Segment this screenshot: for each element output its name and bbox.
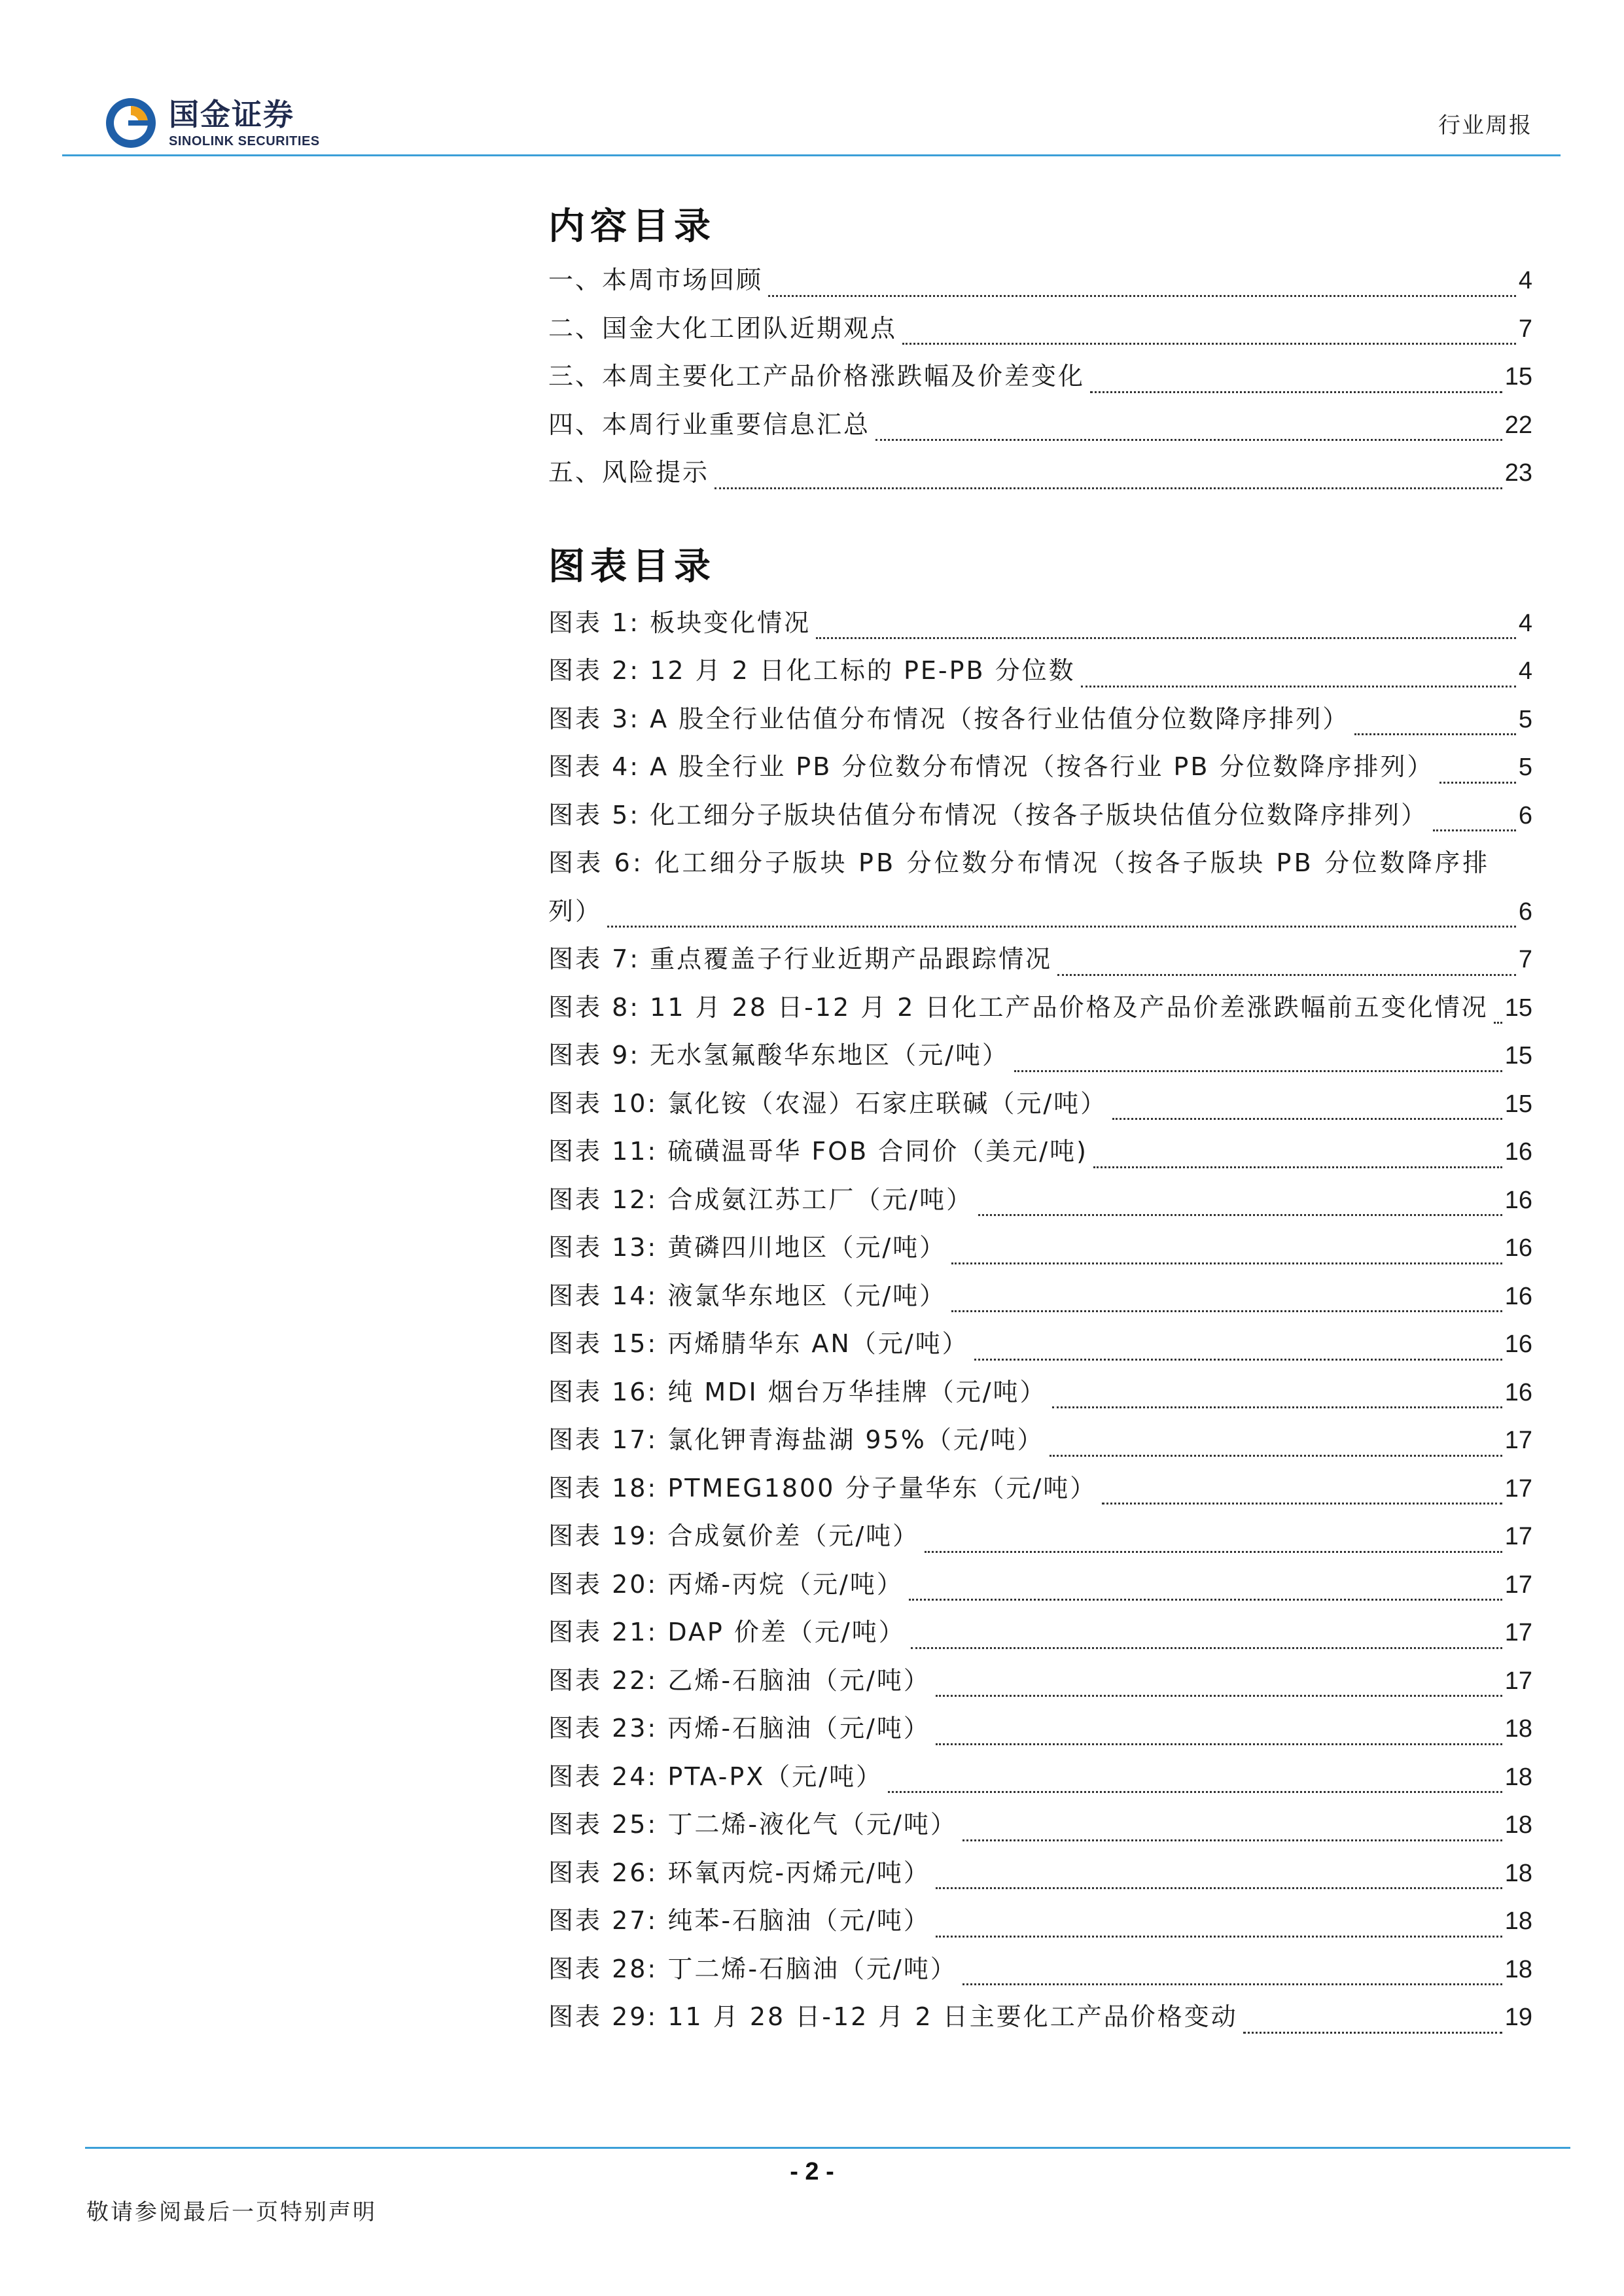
- toc-entry-label: 图表 23: 丙烯-石脑油（元/吨）: [548, 1714, 930, 1743]
- main-toc-list: [548, 256, 1532, 497]
- toc-page-number: 7: [1518, 946, 1532, 973]
- toc-page-number: 18: [1504, 1811, 1532, 1839]
- toc-entry[interactable]: [548, 888, 1532, 936]
- toc-entry-label: 图表 4: A 股全行业 PB 分位数分布情况（按各行业 PB 分位数降序排列）: [548, 752, 1434, 781]
- toc-page-number: 18: [1504, 1859, 1532, 1887]
- dot-leader: [936, 1936, 1502, 1938]
- dot-leader: [1057, 974, 1516, 976]
- toc-page-number: 17: [1504, 1474, 1532, 1503]
- toc-entry[interactable]: [548, 1705, 1532, 1753]
- toc-page-number: 22: [1504, 411, 1532, 439]
- toc-entry[interactable]: [548, 1993, 1532, 2042]
- toc-page-number: 5: [1518, 754, 1532, 781]
- dot-leader: [1439, 782, 1516, 784]
- dot-leader: [1494, 1022, 1502, 1024]
- toc-entry[interactable]: [548, 1320, 1532, 1368]
- dot-leader: [816, 637, 1516, 639]
- toc-entry[interactable]: [548, 1512, 1532, 1561]
- toc-entry-label: 图表 20: 丙烯-丙烷（元/吨）: [548, 1569, 904, 1599]
- toc-entry[interactable]: [548, 695, 1532, 744]
- toc-page-number: 4: [1518, 657, 1532, 685]
- toc-entry-label: 图表 14: 液氯华东地区（元/吨）: [548, 1281, 947, 1310]
- toc-entry-label: 图表 19: 合成氨价差（元/吨）: [548, 1522, 920, 1550]
- toc-entry[interactable]: [548, 1176, 1532, 1225]
- toc-entry[interactable]: [548, 1849, 1532, 1898]
- dot-leader: [1090, 391, 1502, 393]
- dot-leader: [1112, 1118, 1502, 1120]
- toc-entry-label: 列）: [548, 896, 603, 926]
- toc-entry-label: 图表 22: 乙烯-石脑油（元/吨）: [548, 1665, 930, 1695]
- dot-leader: [888, 1791, 1502, 1793]
- toc-page-number: 16: [1504, 1378, 1532, 1406]
- dot-leader: [936, 1887, 1502, 1889]
- toc-page-number: 16: [1504, 1331, 1532, 1358]
- dot-leader: [1243, 2032, 1502, 2034]
- toc-entry-label: 一、本周市场回顾: [548, 266, 764, 294]
- toc-page-number: 16: [1504, 1282, 1532, 1310]
- toc-entry-label: 图表 21: DAP 价差（元/吨）: [548, 1618, 906, 1646]
- sinolink-logo-icon: [105, 97, 157, 149]
- toc-page-number: 18: [1504, 1907, 1532, 1935]
- figure-toc-title: 图表目录: [548, 544, 716, 588]
- toc-page-number: 17: [1504, 1523, 1532, 1550]
- toc-entry[interactable]: [548, 743, 1532, 791]
- dot-leader: [768, 295, 1516, 297]
- toc-entry[interactable]: [548, 1032, 1532, 1080]
- dot-leader: [715, 487, 1502, 489]
- page-header: [0, 0, 1624, 164]
- dot-leader: [936, 1743, 1502, 1745]
- dot-leader: [962, 1983, 1502, 1985]
- toc-entry-label: 图表 7: 重点覆盖子行业近期产品跟踪情况: [548, 945, 1053, 973]
- toc-page-number: 5: [1518, 705, 1532, 733]
- toc-entry[interactable]: [548, 353, 1532, 401]
- dot-leader: [1052, 1406, 1502, 1408]
- toc-entry[interactable]: [548, 1272, 1532, 1321]
- toc-entry-label: 图表 17: 氯化钾青海盐湖 95%（元/吨）: [548, 1425, 1044, 1454]
- toc-entry-label: 图表 10: 氯化铵（农湿）石家庄联碱（元/吨）: [548, 1088, 1108, 1118]
- toc-entry[interactable]: [548, 647, 1532, 695]
- toc-entry-line[interactable]: [548, 839, 1532, 888]
- dot-leader: [1014, 1070, 1502, 1072]
- figure-toc-list: [548, 599, 1532, 2042]
- toc-page-number: 6: [1518, 801, 1532, 829]
- toc-entry[interactable]: [548, 1609, 1532, 1657]
- toc-entry[interactable]: [548, 1128, 1532, 1176]
- toc-entry[interactable]: [548, 256, 1532, 305]
- toc-entry-label: 三、本周主要化工产品价格涨跌幅及价差变化: [548, 362, 1086, 391]
- toc-entry-label: 图表 3: A 股全行业估值分布情况（按各行业估值分位数降序排列）: [548, 704, 1350, 733]
- toc-entry[interactable]: [548, 449, 1532, 497]
- toc-entry-label: 二、国金大化工团队近期观点: [548, 313, 898, 343]
- toc-entry[interactable]: [548, 935, 1532, 984]
- toc-page-number: 19: [1504, 2004, 1532, 2031]
- toc-entry-label: 图表 2: 12 月 2 日化工标的 PE-PB 分位数: [548, 656, 1076, 685]
- dot-leader: [875, 439, 1502, 441]
- dot-leader: [607, 926, 1516, 928]
- toc-entry[interactable]: [548, 1657, 1532, 1705]
- toc-entry-label: 图表 12: 合成氨江苏工厂（元/吨）: [548, 1185, 974, 1214]
- toc-page-number: 16: [1504, 1186, 1532, 1214]
- toc-entry[interactable]: [548, 401, 1532, 449]
- toc-page-number: 4: [1518, 267, 1532, 294]
- toc-entry-label: 图表 25: 丁二烯-液化气（元/吨）: [548, 1810, 957, 1839]
- toc-entry-label: 四、本周行业重要信息汇总: [548, 409, 871, 439]
- toc-entry[interactable]: [548, 1561, 1532, 1609]
- toc-page-number: 7: [1518, 315, 1532, 343]
- section-spacer: [548, 497, 1532, 543]
- main-toc-title: 内容目录: [548, 205, 716, 248]
- report-type-label: 行业周报: [1438, 113, 1532, 139]
- toc-page-number: 17: [1504, 1667, 1532, 1695]
- toc-page-number: 15: [1504, 994, 1532, 1022]
- dot-leader: [1081, 686, 1516, 687]
- dot-leader: [951, 1310, 1502, 1312]
- toc-entry-label: 图表 28: 丁二烯-石脑油（元/吨）: [548, 1954, 957, 1983]
- toc-entry[interactable]: [548, 1945, 1532, 1994]
- toc-entry-label: 图表 13: 黄磷四川地区（元/吨）: [548, 1233, 947, 1262]
- toc-entry[interactable]: [548, 1465, 1532, 1513]
- toc-entry-label: 图表 1: 板块变化情况: [548, 608, 811, 637]
- toc-page-number: 17: [1504, 1571, 1532, 1599]
- dot-leader: [951, 1262, 1502, 1264]
- toc-page-number: 18: [1504, 1715, 1532, 1743]
- toc-entry[interactable]: [548, 1753, 1532, 1801]
- toc-page-number: 16: [1504, 1138, 1532, 1166]
- company-logo: [105, 97, 366, 149]
- toc-entry[interactable]: [548, 1801, 1532, 1849]
- toc-entry-label: 图表 11: 硫磺温哥华 FOB 合同价（美元/吨): [548, 1137, 1088, 1166]
- toc-entry-label: 图表 24: PTA-PX（元/吨）: [548, 1762, 883, 1791]
- toc-page-number: 15: [1504, 1042, 1532, 1070]
- toc-entry[interactable]: [548, 599, 1532, 648]
- dot-leader: [978, 1214, 1502, 1216]
- dot-leader: [962, 1839, 1502, 1841]
- toc-entry[interactable]: [548, 1368, 1532, 1417]
- toc-entry[interactable]: [548, 984, 1532, 1032]
- dot-leader: [936, 1695, 1502, 1697]
- toc-entry[interactable]: [548, 1897, 1532, 1945]
- footer-disclaimer: 敬请参阅最后一页特别声明: [86, 2199, 377, 2225]
- dot-leader: [909, 1599, 1502, 1601]
- toc-content: [548, 203, 1532, 2042]
- dot-leader: [911, 1647, 1502, 1649]
- dot-leader: [1433, 829, 1516, 831]
- footer-divider: [85, 2147, 1570, 2149]
- toc-entry-label: 图表 27: 纯苯-石脑油（元/吨）: [548, 1906, 930, 1935]
- dot-leader: [974, 1359, 1502, 1361]
- toc-entry-label: 图表 29: 11 月 28 日-12 月 2 日主要化工产品价格变动: [548, 2002, 1238, 2031]
- toc-page-number: 17: [1504, 1619, 1532, 1646]
- toc-entry-label: 图表 26: 环氧丙烷-丙烯元/吨）: [548, 1858, 930, 1887]
- toc-entry[interactable]: [548, 1080, 1532, 1128]
- toc-entry-label: 图表 5: 化工细分子版块估值分布情况（按各子版块估值分位数降序排列）: [548, 800, 1428, 829]
- toc-page-number: 18: [1504, 1763, 1532, 1791]
- dot-leader: [925, 1551, 1502, 1553]
- toc-entry[interactable]: [548, 1224, 1532, 1272]
- logo-chinese-name: 国金证券: [169, 97, 294, 132]
- dot-leader: [1354, 733, 1516, 735]
- toc-entry[interactable]: [548, 791, 1532, 840]
- toc-entry-label: 图表 15: 丙烯腈华东 AN（元/吨）: [548, 1329, 969, 1358]
- header-divider: [62, 154, 1561, 156]
- dot-leader: [1093, 1166, 1502, 1168]
- toc-page-number: 15: [1504, 1090, 1532, 1118]
- toc-entry-label: 图表 6: 化工细分子版块 PB 分位数分布情况（按各子版块 PB 分位数降序排: [548, 848, 1491, 877]
- toc-page-number: 16: [1504, 1234, 1532, 1262]
- dot-leader: [1050, 1455, 1502, 1457]
- dot-leader: [1102, 1503, 1502, 1505]
- toc-entry-label: 图表 16: 纯 MDI 烟台万华挂牌（元/吨）: [548, 1377, 1047, 1406]
- toc-page-number: 17: [1504, 1427, 1532, 1454]
- toc-entry-label: 图表 18: PTMEG1800 分子量华东（元/吨）: [548, 1473, 1097, 1503]
- toc-page-number: 15: [1504, 363, 1532, 391]
- logo-english-name: SINOLINK SECURITIES: [169, 134, 320, 148]
- toc-page-number: 23: [1504, 459, 1532, 487]
- toc-page-number: 4: [1518, 609, 1532, 637]
- toc-entry-label: 图表 8: 11 月 28 日-12 月 2 日化工产品价格及产品价差涨跌幅前五变化情况: [548, 992, 1489, 1022]
- toc-entry[interactable]: [548, 1416, 1532, 1465]
- toc-page-number: 18: [1504, 1955, 1532, 1983]
- dot-leader: [902, 343, 1516, 345]
- toc-page-number: 6: [1518, 897, 1532, 926]
- toc-entry-label: 五、风险提示: [548, 458, 710, 487]
- page-number: - 2 -: [790, 2158, 834, 2185]
- toc-entry[interactable]: [548, 305, 1532, 353]
- toc-entry-label: 图表 9: 无水氢氟酸华东地区（元/吨）: [548, 1041, 1009, 1070]
